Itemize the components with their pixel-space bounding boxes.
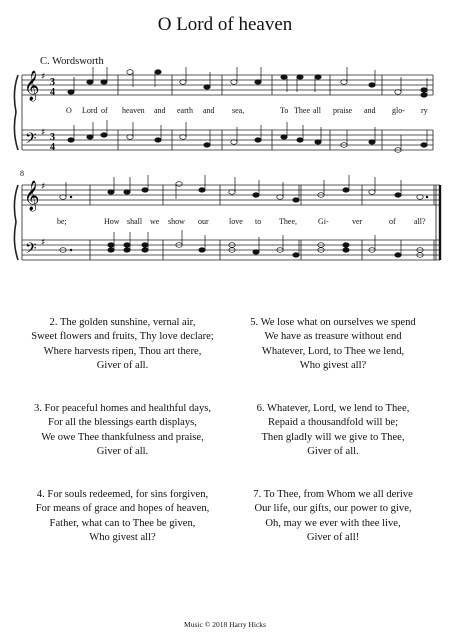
lyric-syllable: sea, xyxy=(232,106,245,115)
verse-line: We have as treasure without end xyxy=(264,331,402,343)
lyric-syllable: Thee, xyxy=(279,217,297,226)
verse-line: Where harvests ripen, Thou art there, xyxy=(43,345,202,357)
lyric-syllable: and xyxy=(364,106,376,115)
verse-line: 5. We lose what on ourselves we spend xyxy=(250,317,416,328)
verse-line: 7. To Thee, from Whom we all derive xyxy=(253,489,413,500)
lyric-syllable: To xyxy=(280,106,289,115)
time-signature: 3 xyxy=(50,77,55,88)
lyric-syllable: How xyxy=(104,217,120,226)
verse-2 xyxy=(10,316,235,374)
sharp-icon: ♯ xyxy=(41,238,46,248)
verse-line: Repaid a thousandfold will be; xyxy=(267,417,399,429)
verse-line: Whatever, Lord, to Thee we lend, xyxy=(261,345,405,357)
author-credit: C. Wordsworth xyxy=(40,56,104,67)
lyric-syllable: ver xyxy=(352,217,363,226)
lyric-syllable: O xyxy=(66,106,72,115)
brace-icon xyxy=(14,75,18,150)
sharp-icon: ♯ xyxy=(41,72,46,82)
bass-notes-1 xyxy=(68,120,427,152)
verse-7 xyxy=(228,488,438,546)
treble-staff-2 xyxy=(22,185,440,205)
verse-line: Giver of all! xyxy=(306,532,360,544)
final-barline xyxy=(436,185,440,260)
verse-line: 6. Whatever, Lord, we lend to Thee, xyxy=(256,403,410,414)
lyric-syllable: be; xyxy=(57,217,67,226)
lyric-syllable: we xyxy=(150,217,160,226)
verse-line: We owe Thee thankfulness and praise, xyxy=(41,431,204,443)
lyric-syllable: and xyxy=(203,106,215,115)
verse-line: Oh, may we ever with thee live, xyxy=(265,517,401,529)
verse-line: 3. For peaceful homes and healthful days, xyxy=(33,403,212,414)
system-2 xyxy=(14,169,440,261)
verse-line: For means of grace and hopes of heaven, xyxy=(35,503,210,515)
verse-line: Father, what can to Thee be given, xyxy=(49,517,196,529)
music-score xyxy=(0,0,450,270)
lyric-syllable: Gi- xyxy=(318,217,329,226)
lyric-syllable: Thee xyxy=(294,106,310,115)
verse-line: Who givest all? xyxy=(89,532,156,544)
measure-number: 8 xyxy=(20,169,24,178)
lyric-syllable: all xyxy=(313,106,321,115)
sharp-icon: ♯ xyxy=(41,128,46,138)
treble-notes-1 xyxy=(68,67,427,97)
lyric-syllable: love xyxy=(229,217,243,226)
lyrics-line-2 xyxy=(57,217,426,226)
lyric-syllable: of xyxy=(101,106,108,115)
svg-text:3: 3 xyxy=(50,132,55,143)
lyric-syllable: all? xyxy=(414,217,426,226)
lyric-syllable: to xyxy=(255,217,262,226)
brace-icon xyxy=(14,185,18,260)
treble-clef-icon: 𝄞 xyxy=(24,181,40,211)
verse-line: Giver of all. xyxy=(96,446,149,458)
verse-line: Then gladly will we give to Thee, xyxy=(261,431,405,443)
lyrics-line-1 xyxy=(66,106,428,115)
verse-line: Giver of all. xyxy=(307,446,359,458)
bass-notes-2 xyxy=(60,230,423,257)
lyric-syllable: and xyxy=(154,106,166,115)
verse-5 xyxy=(228,316,438,374)
svg-text:4: 4 xyxy=(50,87,55,98)
verse-line: Giver of all. xyxy=(96,360,149,372)
verse-6 xyxy=(228,402,438,460)
lyric-syllable: earth xyxy=(177,106,193,115)
lyric-syllable: glo- xyxy=(392,106,405,115)
verse-line: 4. For souls redeemed, for sins forgiven, xyxy=(36,489,209,500)
treble-clef-icon: 𝄞 xyxy=(24,71,40,101)
verse-4 xyxy=(10,488,235,546)
lyric-syllable: shall xyxy=(127,217,143,226)
sharp-icon: ♯ xyxy=(41,182,46,192)
verse-line: Who givest all? xyxy=(299,360,367,372)
hymn-title: O Lord of heaven xyxy=(157,14,293,35)
bass-clef-icon: 𝄢 xyxy=(25,240,37,261)
system-1 xyxy=(14,67,433,153)
copyright-footer: Music © 2018 Harry Hicks xyxy=(184,620,266,629)
verse-line: Our life, our gifts, our power to give, xyxy=(254,503,412,515)
svg-text:4: 4 xyxy=(50,142,55,153)
treble-notes-2 xyxy=(60,175,428,202)
bass-clef-icon: 𝄢 xyxy=(25,130,37,151)
verse-line: For all the blessings earth displays, xyxy=(48,417,197,429)
lyric-syllable: our xyxy=(198,217,209,226)
lyric-syllable: Lord xyxy=(82,106,98,115)
verse-line: Sweet flowers and fruits, Thy love declare; xyxy=(31,331,214,343)
verse-3 xyxy=(10,402,235,460)
lyric-syllable: ry xyxy=(421,106,428,115)
lyric-syllable: show xyxy=(168,217,185,226)
verse-line: 2. The golden sunshine, vernal air, xyxy=(49,317,196,328)
lyric-syllable: of xyxy=(389,217,396,226)
lyric-syllable: praise xyxy=(333,106,353,115)
lyric-syllable: heaven xyxy=(122,106,145,115)
